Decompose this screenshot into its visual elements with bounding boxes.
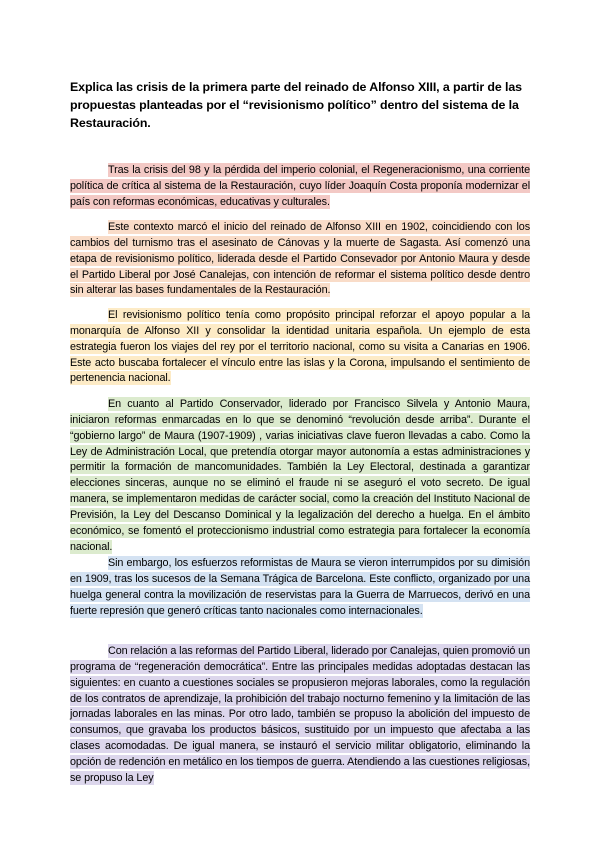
paragraph-semana-tragica xyxy=(70,556,530,620)
paragraph-partido-conservador xyxy=(70,397,530,556)
document-title: Explica las crisis de la primera parte del reinado de Alfonso XIII, a partir de las propuestas planteadas por el “revisionismo político” dentro del sistema de la Restauración. xyxy=(70,80,522,130)
paragraph-regeneracionismo xyxy=(70,163,530,211)
paragraph-inicio-reinado xyxy=(70,220,530,300)
paragraph-partido-liberal xyxy=(70,644,530,787)
highlighted-text: Con relación a las reformas del Partido Liberal, liderado por Canalejas, quien promovió un programa de “regeneración democrática”. Entre las principales medidas adoptadas destacan las siguientes: en cuanto a cuestiones sociales se propusieron mejoras laborales, como la regulación de los contratos de aprendizaje, la prohibición del trabajo nocturno femenino y la limitación de las jornadas laborales en las minas. Por otro lado, también se propuso la abolición del impuesto de consumos, que gravaba los productos básicos, sustituido por un impuesto que afectaba a las clases acomodadas. De igual manera, se instauró el servicio militar obligatorio, eliminando la opción de redención en metálico en los tiempos de guerra. Atendiendo a las cuestiones religiosas, se propuso la Ley xyxy=(70,644,530,785)
highlighted-text: Tras la crisis del 98 y la pérdida del imperio colonial, el Regeneracionismo, una corriente política de crítica al sistema de la Restauración, cuyo líder Joaquín Costa proponía modernizar el país con reformas económicas, educativas y culturales. xyxy=(70,163,530,208)
paragraph-revisionismo-proposito xyxy=(70,308,530,388)
highlighted-text: En cuanto al Partido Conservador, liderado por Francisco Silvela y Antonio Maura, iniciaron reformas enmarcadas en lo que se denominó “revolución desde arriba”. Durante el “gobierno largo” de Maura (1907-1909) , varias iniciativas clave fueron llevadas a cabo. Como la Ley de Administración Local, que pretendía otorgar mayor autonomía a estas administraciones y permitir la formación de mancomunidades. También la Ley Electoral, destinada a garantizar elecciones sinceras, aunque no se eliminó el fraude ni se aseguró el voto secreto. De igual manera, se implementaron medidas de carácter social, como la creación del Instituto Nacional de Previsión, la Ley del Descanso Dominical y la legalización del derecho a huelga. En el ámbito económico, se fomentó el proteccionismo industrial como estrategia para fortalecer la economía nacional. xyxy=(70,397,530,553)
highlighted-text: Sin embargo, los esfuerzos reformistas de Maura se vieron interrumpidos por su dimisión en 1909, tras los sucesos de la Semana Trágica de Barcelona. Este conflicto, organizado por una huelga general contra la movilización de reservistas para la Guerra de Marruecos, derivó en una fuerte represión que generó críticas tanto nacionales como internacionales. xyxy=(70,556,530,617)
highlighted-text: El revisionismo político tenía como propósito principal reforzar el apoyo popular a la monarquía de Alfonso XII y consolidar la identidad unitaria española. Un ejemplo de esta estrategia fueron los viajes del rey por el territorio nacional, como su visita a Canarias en 1906. Este acto buscaba fortalecer el vínculo entre las islas y la Corona, impulsando el sentimiento de pertenencia nacional. xyxy=(70,308,530,385)
highlighted-text: Este contexto marcó el inicio del reinado de Alfonso XIII en 1902, coincidiendo con los cambios del turnismo tras el asesinato de Cánovas y la muerte de Sagasta. Así comenzó una etapa de revisionismo político, liderada desde el Partido Consevador por Antonio Maura y desde el Partido Liberal por José Canalejas, con intención de reformar el sistema político desde dentro sin alterar las bases fundamentales de la Restauración. xyxy=(70,220,530,297)
